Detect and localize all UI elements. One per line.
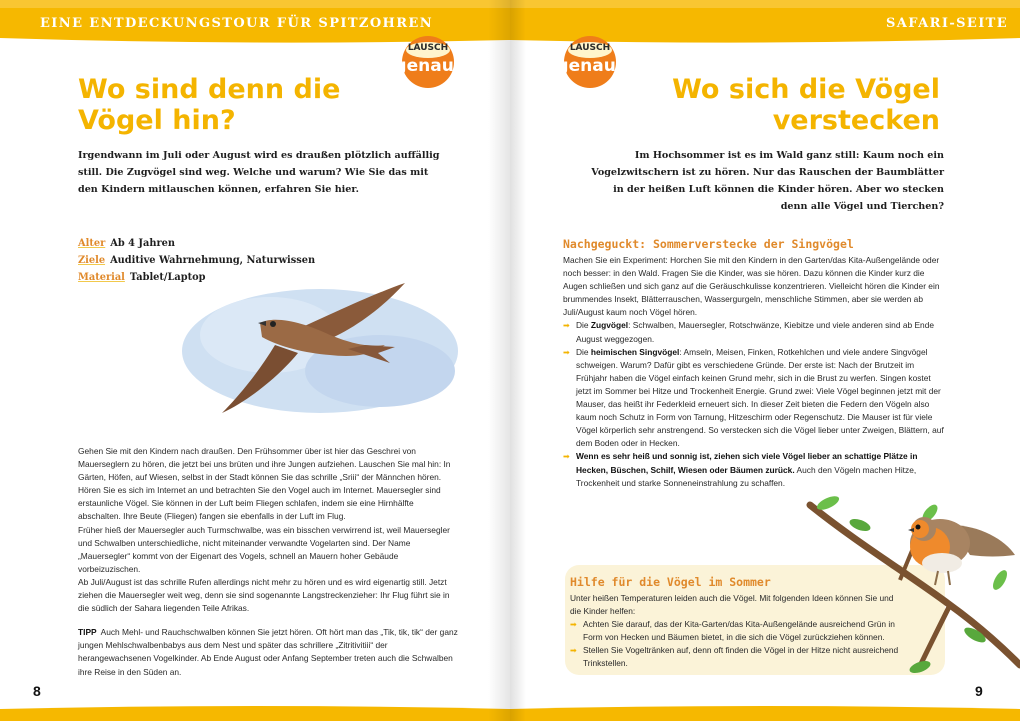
meta-value-age: Ab 4 Jahren — [110, 238, 175, 249]
bullet-rest: Auch den Vögeln machen Hitze, Trockenheit und starke Sonneneinstrahlung zu schaffen. — [576, 464, 917, 488]
badge-main-text: genau! — [394, 56, 462, 76]
robin-illustration — [800, 485, 1020, 685]
banner-title: SAFARI-SEITE — [886, 16, 1009, 31]
help-heading: Hilfe für die Vögel im Sommer — [570, 575, 771, 589]
title-line-2: verstecken — [772, 105, 940, 136]
title-line-1: Wo sind denn die — [78, 74, 341, 105]
body-paragraph-3: Ab Juli/August ist das schrille Rufen allerdings nicht mehr zu hören und es wird eigenartig still. Jetzt ziehen die Mauersegler weit weg, denn sie sind sogenannte Langstreckenzieher: Ihr Flug führt sie in die südlich der Sahara liegenden Teile Afrikas. — [78, 576, 450, 614]
bullet-lead: Die — [576, 320, 591, 331]
page-number: 9 — [975, 683, 983, 699]
badge-top-text: LAUSCH — [569, 43, 611, 53]
meta-key-age: Alter — [78, 238, 106, 249]
bullet-bold: Zugvögel — [590, 320, 629, 331]
bullet-item — [563, 346, 945, 451]
title-line-2: Vögel hin? — [78, 105, 236, 136]
help-intro: Unter heißen Temperaturen leiden auch die Vögel. Mit folgenden Ideen können Sie und die Kinder helfen: — [570, 593, 894, 617]
banner-title: EINE ENTDECKUNGSTOUR FÜR SPITZOHREN — [40, 16, 434, 31]
body-paragraph-2: Früher hieß der Mauersegler auch Turmschwalbe, was ein bisschen verwirrend ist, weil Mauersegler und Schwalben unterschiedliche, nicht miteinander verwandte Vogelarten sind. Der Name „Mauersegler“ kommt von der Eigenart des Vogels, schnell an Mauern hoher Gebäude vorbeizuzischen. — [78, 524, 450, 574]
body-paragraph: Machen Sie ein Experiment: Horchen Sie mit den Kindern in den Garten/das Kita-Außengelände oder noch besser: in den Wald. Fragen Sie die Kinder, was sie hören. Dazu können die Kinder kurz die Augen schließen und sich ganz auf die Geräuschkulisse konzentrieren. Vielleicht hören die Kinder ein brummendes Insekt, Blätterrauschen, Wassergurgeln, menschliche Stimmen, aber sie werden ab Juli/August kaum noch Vögel hören. — [563, 255, 940, 318]
meta-row-age — [78, 235, 315, 252]
lausch-genau-badge — [555, 30, 625, 90]
bullet-lead: Die — [576, 346, 591, 357]
bullet-item — [563, 450, 945, 489]
intro-text: Irgendwann im Juli oder August wird es draußen plötzlich auffällig still. Die Zugvögel sind weg. Welche und warum? Wie Sie das mit den Kindern mitlauschen können, erfahren Sie hier. — [78, 150, 440, 195]
page-title — [78, 74, 340, 136]
help-bullet-item: ➡ Achten Sie darauf, das der Kita-Garten/das Kita-Außengelände ausreichend Grün in Form von Hecken und Bäumen bietet, in die sich die Vögel zurückziehen können. — [570, 618, 900, 644]
bullet-bold: Wenn es sehr heiß und sonnig ist, ziehen sich viele Vögel lieber an schattige Plätze in Hecken, Büschen, Schilf, Wiesen oder Bäumen zurück. — [576, 451, 918, 475]
section-heading: Nachgeguckt: Sommerverstecke der Singvögel — [563, 237, 854, 251]
meta-row-goals — [78, 252, 315, 269]
gutter-shadow — [510, 0, 526, 721]
bullet-rest: : Amseln, Meisen, Finken, Rotkehlchen und viele andere Singvögel schweigen. Warum? Dafür gibt es verschiedene Gründe. Der erste ist: Nach der Brutzeit im Frühjahr haben die Vögel einfach keinen Grund mehr, sich in die Brust zu werfen. Singen kostet jetzt im Sommer bei Hitze und Trockenheit Energie. Grund zwei: Viele Vögel beginnen jetzt mit der Mauser, das heißt ihr Federkleid erneuert sich. In dieser Zeit bieten die Federn den Vögeln also kaum noch Schutz in Form von Tarnung, Hitzeschirm oder Regenschutz. Die Mauser ist für viele Vögel körperlich sehr anstrengend. So verstecken sich die Vögel lieber unter Zweigen, Blättern, auf dem Boden oder in Hecken. — [576, 346, 944, 449]
bullet-bold: heimischen Singvögel — [590, 346, 680, 357]
badge-top-text: LAUSCH — [407, 43, 449, 53]
page-title — [672, 74, 940, 136]
meta-key-material: Material — [78, 272, 125, 283]
bottom-banner — [510, 701, 1020, 721]
help-bullet-item: ➡ Stellen Sie Vogeltränken auf, denn oft finden die Vögel in der Hitze nicht ausreichend Trinkstellen. — [570, 644, 900, 670]
bullet-item — [563, 319, 945, 345]
bullet-list — [563, 319, 945, 489]
bullet-rest: : Schwalben, Mauersegler, Rotschwänze, Kiebitze und viele anderen sind ab Ende August weggezogen. — [576, 320, 935, 344]
swift-illustration — [180, 275, 465, 423]
body-text — [563, 254, 945, 490]
body-paragraph-1: Gehen Sie mit den Kindern nach draußen. Den Frühsommer über ist hier das Geschrei von Mauerseglern zu hören, die jetzt bei uns brüten und ihre Jungen aufziehen. Lauschen Sie mal hin: In Gärten, Höfen, auf Wiesen, selbst in der Stadt können Sie das schrille „Sriii“ der Männchen hören. Hören Sie es sich im Internet an und betrachten Sie den Vogel auch im Internet. Mauersegler sind erstaunliche Vögel. Sie können in der Luft beim Fliegen schlafen, indem sie eine Hirnhälfte abschalten. Ihre Beute (Fliegen) fangen sie ebenfalls in der Luft im Flug. — [78, 446, 451, 522]
badge-main-text: genau! — [556, 56, 624, 76]
gutter-shadow — [488, 0, 510, 721]
tip-text: Auch Mehl- und Rauchschwalben können Sie jetzt hören. Oft hört man das „Tik, tik, tik“ der ganz jungen Mehlschwalbenbabys aus dem Nest und später das schrillere „Zitritivitiii“ der herangewachsenen Vogelkinder. Ab Ende August oder Anfang September treten auch die Schwalben ihre Reise in den Süden an. — [78, 627, 458, 677]
right-page — [510, 0, 1020, 721]
tip-label: TIPP — [78, 627, 97, 638]
meta-key-goals: Ziele — [78, 255, 106, 266]
meta-value-material: Tablet/Laptop — [129, 272, 206, 283]
body-text — [78, 445, 458, 679]
page-number: 8 — [33, 683, 41, 699]
title-line-1: Wo sich die Vögel — [672, 74, 940, 105]
lausch-genau-badge — [393, 30, 463, 90]
meta-value-goals: Auditive Wahrnehmung, Naturwissen — [110, 255, 316, 266]
intro-text: Im Hochsommer ist es im Wald ganz still: Kaum noch ein Vogelzwitschern ist zu hören. Nur das Rauschen der Baumblätter in der heißen Luft können die Kinder hören. Aber wo stecken denn alle Vögel und Tierchen? — [591, 150, 944, 212]
bottom-banner — [0, 701, 510, 721]
tip-paragraph — [78, 626, 458, 678]
